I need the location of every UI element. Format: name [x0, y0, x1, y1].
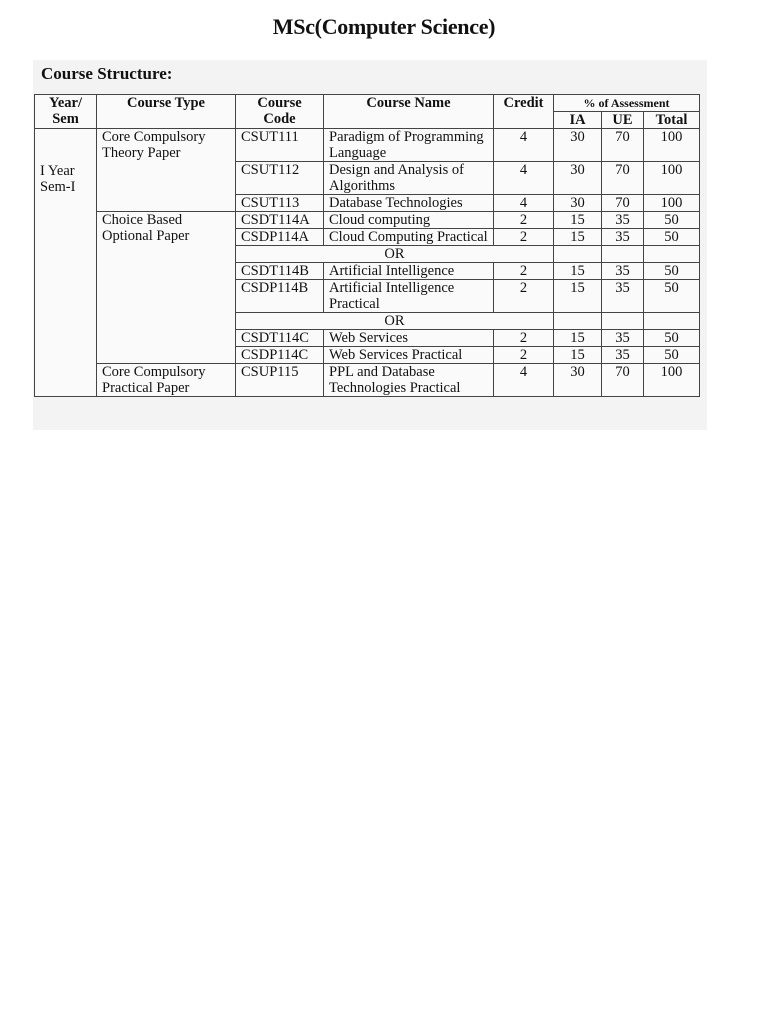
page-title: MSc(Computer Science) [272, 14, 496, 39]
course-code: CSUT111 [236, 129, 324, 162]
header-assessment: % of Assessment [554, 95, 700, 112]
ue: 70 [602, 364, 644, 397]
ia: 15 [554, 212, 602, 229]
course-structure-table [34, 94, 700, 397]
ue: 35 [602, 347, 644, 364]
ue: 35 [602, 280, 644, 313]
course-code: CSDT114A [236, 212, 324, 229]
course-name: Artificial Intelligence [324, 263, 494, 280]
header-course-name: Course Name [324, 95, 494, 129]
section-heading: Course Structure: [41, 64, 173, 83]
ia: 30 [554, 195, 602, 212]
total: 50 [644, 280, 700, 313]
ia: 15 [554, 263, 602, 280]
header-year-sem: Year/ Sem [35, 95, 97, 129]
ia: 30 [554, 129, 602, 162]
or-separator: OR [236, 313, 554, 330]
or-separator: OR [236, 246, 554, 263]
credit: 4 [494, 129, 554, 162]
ue: 35 [602, 212, 644, 229]
table-row [35, 364, 700, 397]
header-ia: IA [554, 112, 602, 129]
ue: 35 [602, 229, 644, 246]
credit: 2 [494, 229, 554, 246]
ia: 30 [554, 162, 602, 195]
year-sem-text: I Year Sem-I [40, 163, 76, 195]
credit: 2 [494, 330, 554, 347]
course-name: Cloud Computing Practical [324, 229, 494, 246]
empty-cell [602, 313, 644, 330]
course-name: Design and Analysis of Algorithms [324, 162, 494, 195]
header-total: Total [644, 112, 700, 129]
empty-cell [644, 313, 700, 330]
ia: 15 [554, 347, 602, 364]
course-name: Web Services [324, 330, 494, 347]
total: 50 [644, 347, 700, 364]
course-name: PPL and Database Technologies Practical [324, 364, 494, 397]
table-row [35, 212, 700, 229]
year-sem-cell [35, 129, 97, 397]
credit: 2 [494, 263, 554, 280]
total: 50 [644, 212, 700, 229]
course-type-cell: Core Compulsory Theory Paper [97, 129, 236, 212]
ue: 70 [602, 162, 644, 195]
total: 100 [644, 364, 700, 397]
ue: 70 [602, 129, 644, 162]
empty-cell [602, 246, 644, 263]
credit: 4 [494, 162, 554, 195]
course-code: CSUT113 [236, 195, 324, 212]
header-course-type: Course Type [97, 95, 236, 129]
course-name: Artificial Intelligence Practical [324, 280, 494, 313]
course-code: CSDT114C [236, 330, 324, 347]
table-row [35, 129, 700, 162]
course-code: CSDP114A [236, 229, 324, 246]
course-name: Database Technologies [324, 195, 494, 212]
credit: 2 [494, 347, 554, 364]
ia: 15 [554, 280, 602, 313]
empty-cell [554, 246, 602, 263]
ue: 35 [602, 330, 644, 347]
ia: 30 [554, 364, 602, 397]
course-type-cell: Core Compulsory Practical Paper [97, 364, 236, 397]
ia: 15 [554, 330, 602, 347]
course-code: CSDP114B [236, 280, 324, 313]
course-code: CSDP114C [236, 347, 324, 364]
total: 100 [644, 129, 700, 162]
credit: 4 [494, 195, 554, 212]
total: 100 [644, 195, 700, 212]
total: 50 [644, 330, 700, 347]
header-course-code: Course Code [236, 95, 324, 129]
course-type-cell: Choice Based Optional Paper [97, 212, 236, 364]
total: 100 [644, 162, 700, 195]
header-ue: UE [602, 112, 644, 129]
course-code: CSUT112 [236, 162, 324, 195]
header-row [35, 95, 700, 112]
ue: 35 [602, 263, 644, 280]
credit: 2 [494, 212, 554, 229]
ue: 70 [602, 195, 644, 212]
ia: 15 [554, 229, 602, 246]
credit: 2 [494, 280, 554, 313]
total: 50 [644, 263, 700, 280]
empty-cell [644, 246, 700, 263]
course-code: CSDT114B [236, 263, 324, 280]
empty-cell [554, 313, 602, 330]
course-name: Web Services Practical [324, 347, 494, 364]
course-name: Cloud computing [324, 212, 494, 229]
credit: 4 [494, 364, 554, 397]
course-code: CSUP115 [236, 364, 324, 397]
course-name: Paradigm of Programming Language [324, 129, 494, 162]
total: 50 [644, 229, 700, 246]
header-credit: Credit [494, 95, 554, 129]
